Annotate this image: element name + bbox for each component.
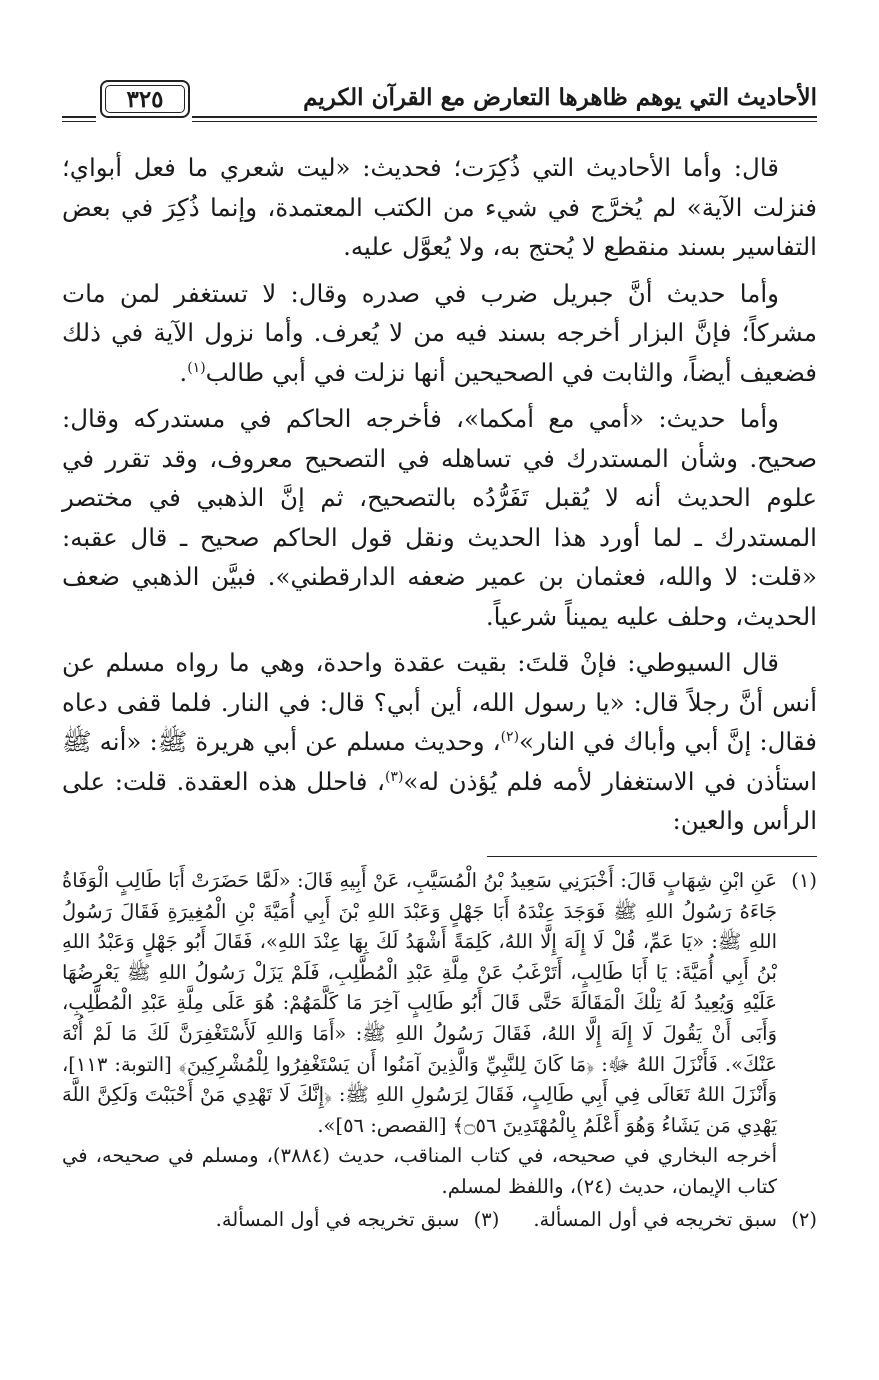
footnote-source: أخرجه البخاري في صحيحه، في كتاب المناقب، حديث (٣٨٨٤)، ومسلم في صحيحه، في كتاب الإيمان، حديث (٢٤)، واللفظ لمسلم.	[62, 1144, 777, 1198]
page-number: ٣٢٥	[126, 85, 164, 113]
page-number-frame	[100, 80, 190, 118]
running-header	[62, 76, 817, 124]
paragraph-text: قال السيوطي: فإنْ قلتَ: بقيت عقدة واحدة، وهي ما رواه مسلم عن أنس أنَّ رجلاً قال: «يا رسول الله، أين أبي؟ قال: في النار. فلما قفى دعاه فقال: إنَّ أبي وأباك في النار»	[62, 648, 817, 756]
footnote-ref[interactable]: (٣)	[384, 768, 404, 785]
footnote-ref[interactable]: (٢)	[500, 728, 520, 745]
running-title: الأحاديث التي يوهم ظاهرها التعارض مع القرآن الكريم	[303, 84, 817, 111]
footnote-number: (١)	[791, 869, 817, 892]
paragraph: قال: وأما الأحاديث التي ذُكِرَت؛ فحديث: «ليت شعري ما فعل أبواي؛ فنزلت الآية» لم يُخرَّج في شيء من الكتب المعتمدة، وإنما ذُكِرَ في بعض التفاسير بسند منقطع لا يُحتج به، ولا يُعوَّل عليه.	[62, 153, 817, 261]
footnote-2	[533, 1205, 817, 1236]
footnote-body	[62, 866, 777, 1203]
footnote-hadith-text: عَنِ ابْنِ شِهَابٍ قَالَ: أَخْبَرَنِي سَعِيدُ بْنُ الْمُسَيَّبِ، عَنْ أَبِيهِ قَالَ: «لَمَّا حَضَرَتْ أَبَا طَالِبٍ الْوَفَاةُ جَاءَهُ رَسُولُ اللهِ ﷺ فَوَجَدَ عِنْدَهُ أَبَا جَهْلٍ وَعَبْدَ اللهِ بْنَ أَبِي أُمَيَّةَ بْنِ الْمُغِيرَةِ فَقَالَ رَسُولُ اللهِ ﷺ: «يَا عَمِّ، قُلْ لَا إِلَهَ إِلَّا اللهُ، كَلِمَةً أَشْهَدُ لَكَ بِهَا عِنْدَ اللهِ»، فَقَالَ أَبُو جَهْلٍ وَعَبْدُ اللهِ بْنُ أَبِي أُمَيَّةَ: يَا أَبَا طَالِبٍ، أَتَرْغَبُ عَنْ مِلَّةِ عَبْدِ الْمُطَّلِبِ، فَلَمْ يَزَلْ رَسُولُ اللهِ ﷺ يَعْرِضُهَا عَلَيْهِ وَيُعِيدُ لَهُ تِلْكَ الْمَقَالَةَ حَتَّى قَالَ أَبُو طَالِبٍ آخِرَ مَا كَلَّمَهُمْ: هُوَ عَلَى مِلَّةِ عَبْدِ الْمُطَّلِبِ، وَأَبَى أَنْ يَقُولَ لَا إِلَهَ إِلَّا اللهُ، فَقَالَ رَسُولُ اللهِ ﷺ: «أَمَا وَاللهِ لَأَسْتَغْفِرَنَّ لَكَ مَا لَمْ أُنْهَ عَنْكَ». فَأَنْزَلَ اللهُ ﷻ: ﴿مَا كَانَ لِلنَّبِيِّ وَالَّذِينَ آمَنُوا أَن يَسْتَغْفِرُوا لِلْمُشْرِكِينَ﴾ [التوبة: ١١٣]، وَأَنْزَلَ اللهُ تَعَالَى فِي أَبِي طَالِبٍ، فَقَالَ لِرَسُولِ اللهِ ﷺ: ﴿إِنَّكَ لَا تَهْدِي مَنْ أَحْبَبْتَ وَلَكِنَّ اللَّهَ يَهْدِي مَن يَشَاءُ وَهُوَ أَعْلَمُ بِالْمُهْتَدِينَ ۝٥٦﴾ [القصص: ٥٦]».	[62, 869, 777, 1137]
paragraph-text: وأما حديث أنَّ جبريل ضرب في صدره وقال: لا تستغفر لمن مات مشركاً؛ فإنَّ البزار أخرجه بسند فيه من لا يُعرف. وأما نزول الآية في ذلك فضعيف أيضاً، والثابت في الصحيحين أنها نزلت في أبي طالب	[62, 278, 817, 387]
paragraph-text: ، وحديث مسلم عن أبي هريرة ﷺ: «أنه ﷺ استأذن في الاستغفار لأمه فلم يُؤذن له»	[62, 727, 818, 796]
paragraph	[62, 643, 817, 841]
footnote-text: سبق تخريجه في أول المسألة.	[533, 1207, 777, 1231]
paragraph-text: .	[179, 357, 188, 387]
footnote-number: (٢)	[791, 1207, 817, 1231]
paragraph	[62, 274, 817, 393]
header-rule	[192, 116, 817, 122]
footnote-3	[216, 1205, 500, 1236]
footnote-row	[62, 1205, 817, 1236]
footnote-ref[interactable]: (١)	[187, 359, 206, 376]
paragraph: وأما حديث: «أمي مع أمكما»، فأخرجه الحاكم في مستدركه وقال: صحيح. وشأن المستدرك في تساهله في التصحيح معروف، وقد تقرر في علوم الحديث أنه لا يُقبل تَفَرُّدُه بالتصحيح، ثم إنَّ الذهبي في مختصر المستدرك ـ لما أورد هذا الحديث ونقل قول الحاكم صحيح ـ قال عقبه: «قلت: لا والله، فعثمان بن عمير ضعفه الدارقطني». فبيَّن الذهبي ضعف الحديث، وحلف عليه يميناً شرعياً.	[62, 404, 817, 631]
footnotes	[62, 866, 817, 1235]
footnote-separator	[487, 856, 817, 857]
footnote-text: سبق تخريجه في أول المسألة.	[215, 1207, 460, 1231]
footnote-number: (٣)	[473, 1207, 500, 1231]
paragraph-text: ، فاحلل هذه العقدة. قلت: على الرأس والعين:	[62, 766, 817, 835]
footnote-1	[62, 866, 817, 1203]
main-text	[62, 148, 817, 848]
header-rule-short	[62, 116, 96, 122]
